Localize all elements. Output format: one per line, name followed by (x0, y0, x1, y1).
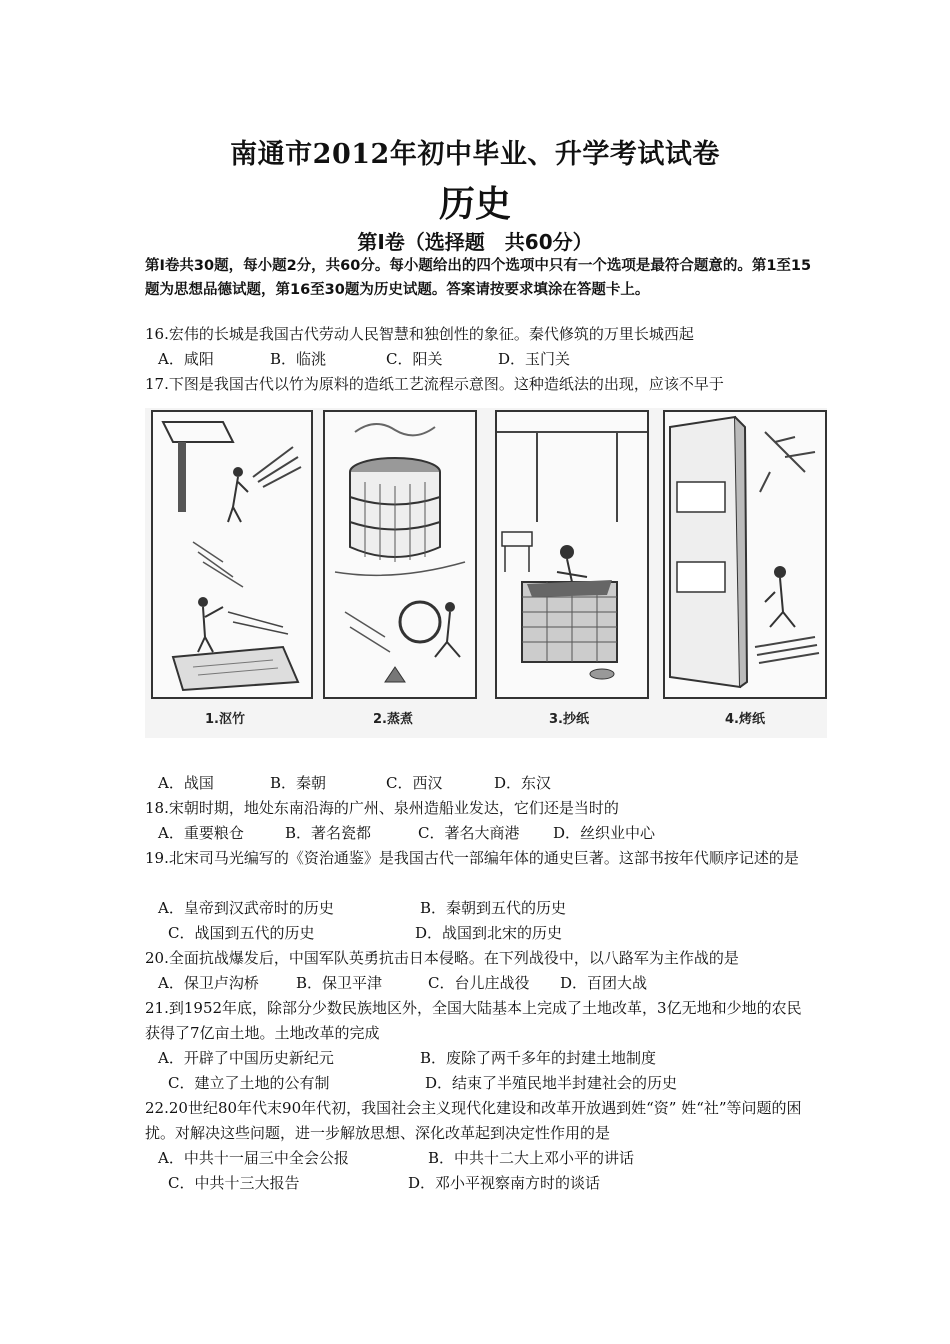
caption-4: 4.烤纸 (725, 712, 765, 727)
option-c: C．西汉 (386, 774, 443, 792)
option-a: A．皇帝到汉武帝时的历史 (158, 899, 334, 917)
question-22-stem: 22.20世纪80年代末90年代初，我国社会主义现代化建设和改革开放遇到姓“资” 姓“社”等问题的困扰。对解决这些问题，进一步解放思想、深化改革起到决定性作用的是 (145, 1099, 802, 1142)
dry-paper-illustration (665, 412, 825, 697)
exam-title: 南通市2012年初中毕业、升学考试试卷 (230, 139, 720, 170)
option-a: A．保卫卢沟桥 (158, 974, 259, 992)
option-c: C．建立了土地的公有制 (168, 1074, 330, 1092)
option-b: B．中共十二大上邓小平的讲话 (428, 1149, 635, 1167)
option-b: B．著名瓷都 (285, 824, 372, 842)
section-heading: 第Ⅰ卷（选择题 共60分） (357, 230, 593, 254)
option-d: D．结束了半殖民地半封建社会的历史 (425, 1074, 678, 1092)
option-d: D．百团大战 (560, 974, 648, 992)
option-b: B．保卫平津 (296, 974, 383, 992)
soak-bamboo-illustration (153, 412, 311, 697)
panel-steam-boil (323, 410, 477, 727)
option-a: A．咸阳 (158, 350, 214, 368)
option-b: B．废除了两千多年的封建土地制度 (420, 1049, 657, 1067)
option-b: B．秦朝 (270, 774, 327, 792)
option-c: C．中共十三大报告 (168, 1174, 300, 1192)
option-a: A．中共十一届三中全会公报 (158, 1149, 349, 1167)
option-d: D．玉门关 (498, 350, 571, 368)
option-b: B．秦朝到五代的历史 (420, 899, 567, 917)
question-19-stem: 19.北宋司马光编写的《资治通鉴》是我国古代一部编年体的通史巨著。这部书按年代顺序记述的是 (145, 849, 799, 867)
option-c: C．著名大商港 (418, 824, 520, 842)
make-paper-illustration (497, 412, 647, 697)
panel-soak-bamboo (151, 410, 313, 727)
caption-2: 2.蒸煮 (373, 712, 413, 727)
option-d: D．战国到北宋的历史 (415, 924, 563, 942)
option-a: A．战国 (158, 774, 214, 792)
subject-title: 历史 (438, 183, 511, 225)
papermaking-figure (145, 408, 827, 738)
option-a: A．开辟了中国历史新纪元 (158, 1049, 334, 1067)
steam-boil-illustration (325, 412, 475, 697)
question-20-stem: 20.全面抗战爆发后，中国军队英勇抗击日本侵略。在下列战役中，以八路军为主作战的是 (145, 949, 739, 967)
option-d: D．丝织业中心 (553, 824, 656, 842)
option-c: C．阳关 (386, 350, 443, 368)
option-d: D．邓小平视察南方时的谈话 (408, 1174, 601, 1192)
option-c: C．台儿庄战役 (428, 974, 530, 992)
question-17-stem: 17.下图是我国古代以竹为原料的造纸工艺流程示意图。这种造纸法的出现，应该不早于 (145, 375, 724, 393)
option-d: D．东汉 (494, 774, 552, 792)
option-a: A．重要粮仓 (158, 824, 244, 842)
caption-3: 3.抄纸 (549, 712, 589, 727)
option-c: C．战国到五代的历史 (168, 924, 315, 942)
panel-dry-paper (663, 410, 827, 727)
question-18-stem: 18.宋朝时期，地处东南沿海的广州、泉州造船业发达，它们还是当时的 (145, 799, 619, 817)
caption-1: 1.沤竹 (205, 712, 245, 727)
instructions: 第Ⅰ卷共30题，每小题2分，共60分。每小题给出的四个选项中只有一个选项是最符合题意的。第1至15题为思想品德试题，第16至30题为历史试题。答案请按要求填涂在答题卡上。 (145, 258, 812, 298)
question-21-stem: 21.到1952年底，除部分少数民族地区外，全国大陆基本上完成了土地改革，3亿无地和少地的农民获得了7亿亩土地。土地改革的完成 (145, 999, 802, 1042)
question-16-stem: 16.宏伟的长城是我国古代劳动人民智慧和独创性的象征。秦代修筑的万里长城西起 (145, 325, 694, 343)
option-b: B．临洮 (270, 350, 327, 368)
panel-make-paper (495, 410, 649, 727)
